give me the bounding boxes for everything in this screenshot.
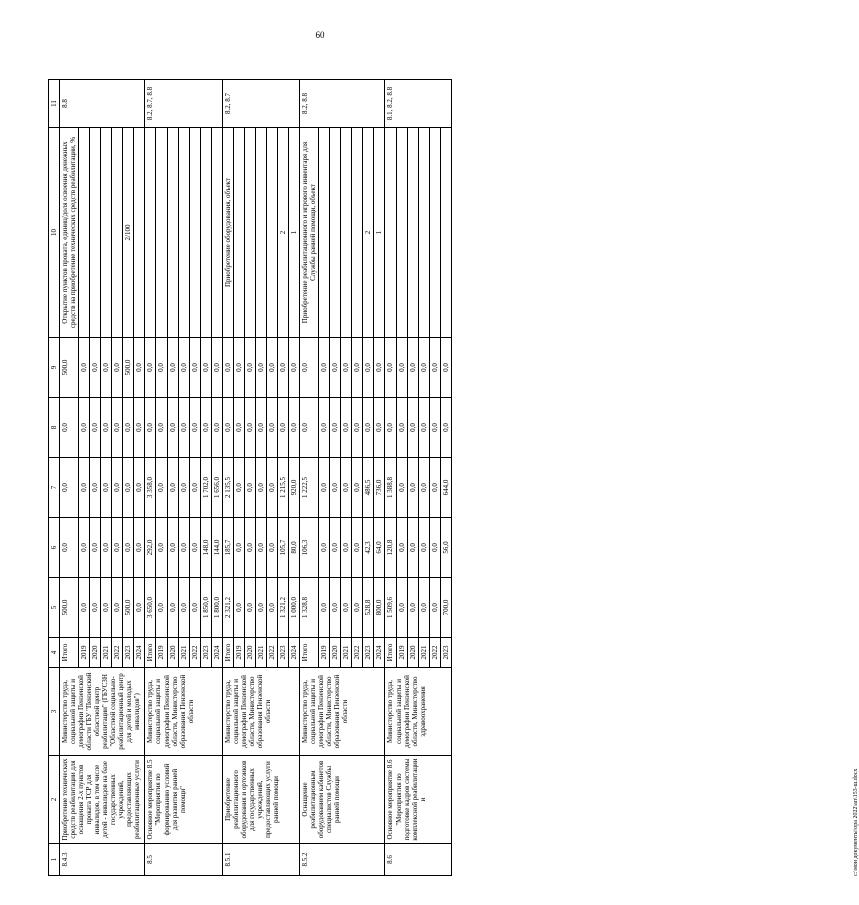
indicator-value [178,128,189,338]
amount-cell: 0,0 [407,458,418,518]
amount-cell: 0,0 [396,578,407,638]
indicator-value [189,128,200,338]
amount-cell: 0,0 [79,398,90,458]
amount-cell: 0,0 [101,518,112,578]
indicator-text: Приобретение оборудования, объект [223,177,232,288]
amount-cell: 0,0 [440,398,451,458]
amount-cell: 1 850,0 [200,578,211,638]
amount-cell: 0,0 [289,398,300,458]
amount-cell: 0,0 [167,518,178,578]
amount-cell: 0,0 [407,398,418,458]
amount-cell: 0,0 [341,338,352,398]
executor: Министерство труда, социальной защиты и демографии Пензенской области, Министерство образования Пензенской области [145,668,222,756]
amount-cell: 0,0 [200,398,211,458]
amount-cell: 0,0 [440,338,451,398]
amount-cell: 3 650,0 [145,578,156,638]
row-number: 8.5.1 [222,844,299,876]
amount-cell: 1 388,8 [385,458,396,518]
column-header: 9 [49,338,60,398]
amount-cell: 0,0 [374,398,385,458]
amount-cell: 0,0 [233,338,244,398]
table-row [222,80,233,876]
measure-name: Приобретение реабилитационного оборудования и ортезиков для государственных учреждений, предоставляющих услуги ранней помощи [222,756,299,844]
amount-cell: 0,0 [233,398,244,458]
year-cell: 2020 [330,638,341,668]
amount-cell: 0,0 [244,518,255,578]
amount-cell: 0,0 [200,338,211,398]
amount-cell: 486,5 [363,458,374,518]
amount-cell: 0,0 [255,398,266,458]
amount-cell: 0,0 [407,578,418,638]
year-cell: 2022 [352,638,363,668]
amount-cell: 144,0 [211,518,222,578]
amount-cell: 0,0 [341,578,352,638]
amount-cell: 0,0 [418,458,429,518]
amount-cell: 0,0 [233,578,244,638]
amount-cell: 105,7 [277,518,288,578]
year-cell: 2024 [134,638,145,668]
amount-cell: 0,0 [90,458,101,518]
amount-cell: 0,0 [374,338,385,398]
amount-cell: 0,0 [222,398,233,458]
amount-cell: 0,0 [418,398,429,458]
amount-cell: 0,0 [101,398,112,458]
indicator-value [112,128,123,338]
amount-cell: 0,0 [156,338,167,398]
column-header: 11 [49,80,60,128]
measure-name: Оснащение реабилитационным оборудованием кабинетов специалистов Службы ранней помощи [300,756,385,844]
year-cell: 2023 [277,638,288,668]
indicator-value [330,128,341,338]
amount-cell: 0,0 [123,518,134,578]
amount-cell: 0,0 [90,338,101,398]
year-cell: 2021 [101,638,112,668]
amount-cell: 1 656,0 [211,458,222,518]
amount-cell: 106,3 [300,518,319,578]
indicator-value [79,128,90,338]
amount-cell: 700,0 [440,578,451,638]
amount-cell: 0,0 [211,398,222,458]
year-cell: 2020 [167,638,178,668]
indicator-value: 1 [374,128,385,338]
indicator-value [156,128,167,338]
amount-cell: 2 321,2 [222,578,233,638]
indicator-value [396,128,407,338]
amount-cell: 0,0 [429,398,440,458]
amount-cell: 0,0 [319,338,330,398]
year-cell: 2019 [233,638,244,668]
amount-cell: 0,0 [244,578,255,638]
indicator-value [407,128,418,338]
year-cell: Итого [222,638,233,668]
row-number: 8.5 [145,844,222,876]
amount-cell: 0,0 [189,518,200,578]
year-cell: 2022 [266,638,277,668]
indicator-cell [60,128,79,338]
measure-name: Основное мероприятие 8.5 "Мероприятия по формированию условий для развития ранней помощи" [145,756,222,844]
amount-cell: 0,0 [79,518,90,578]
amount-cell: 0,0 [396,338,407,398]
amount-cell: 0,0 [255,458,266,518]
amount-cell: 0,0 [156,458,167,518]
amount-cell: 0,0 [178,578,189,638]
amount-cell: 0,0 [134,398,145,458]
amount-cell: 0,0 [429,578,440,638]
amount-cell: 0,0 [341,398,352,458]
amount-cell: 1 215,5 [277,458,288,518]
amount-cell: 0,0 [112,338,123,398]
amount-cell: 0,0 [156,518,167,578]
executor: Министерство труда, социальной защиты и демографии Пензенской области, Министерство здравоохранения [385,668,451,756]
amount-cell: 0,0 [266,398,277,458]
amount-cell: 0,0 [418,338,429,398]
year-cell: 2020 [90,638,101,668]
amount-cell: 1 328,8 [300,578,319,638]
column-header: 7 [49,458,60,518]
amount-cell: 185,7 [222,518,233,578]
executor: Министерство труда, социальной защиты и демографии Пензенской области, Министерство образования Пензенской области [300,668,385,756]
row-number: 8.5.2 [300,844,385,876]
amount-cell: 0,0 [319,458,330,518]
amount-cell: 0,0 [233,518,244,578]
amount-cell: 0,0 [189,398,200,458]
amount-cell: 644,0 [440,458,451,518]
indicator-value [352,128,363,338]
row-number: 8.6 [385,844,451,876]
amount-cell: 920,0 [289,458,300,518]
indicator-value [101,128,112,338]
amount-cell: 0,0 [156,578,167,638]
amount-cell: 0,0 [352,458,363,518]
amount-cell: 0,0 [145,398,156,458]
indicator-value: 2 [277,128,288,338]
amount-cell: 0,0 [178,338,189,398]
amount-cell: 0,0 [341,458,352,518]
year-cell: 2024 [289,638,300,668]
amount-cell: 0,0 [90,578,101,638]
amount-cell: 148,0 [200,518,211,578]
amount-cell: 0,0 [300,398,319,458]
table-row [60,80,79,876]
year-cell: Итого [385,638,396,668]
table-row [145,80,156,876]
indicator-value [233,128,244,338]
amount-cell: 0,0 [211,338,222,398]
year-cell: 2020 [407,638,418,668]
amount-cell: 0,0 [255,518,266,578]
amount-cell: 0,0 [112,518,123,578]
amount-cell: 0,0 [244,338,255,398]
amount-cell: 42,3 [363,518,374,578]
indicator-cell [385,128,396,338]
amount-cell: 0,0 [396,518,407,578]
year-cell: 2020 [244,638,255,668]
amount-cell: 0,0 [385,398,396,458]
amount-cell: 0,0 [189,578,200,638]
amount-cell: 0,0 [255,338,266,398]
amount-cell: 500,0 [60,338,79,398]
year-cell: 2024 [211,638,222,668]
year-cell: 2024 [374,638,385,668]
column-header: 6 [49,518,60,578]
amount-cell: 64,0 [374,518,385,578]
amount-cell: 1 222,5 [300,458,319,518]
reference-cell: 8.1, 8.2, 8.8 [385,80,451,128]
amount-cell: 0,0 [429,338,440,398]
amount-cell: 1 800,0 [211,578,222,638]
year-cell: 2023 [440,638,451,668]
amount-cell: 500,0 [60,578,79,638]
year-cell: 2023 [123,638,134,668]
amount-cell: 292,0 [145,518,156,578]
rotated-table-area [50,86,859,876]
amount-cell: 0,0 [330,338,341,398]
amount-cell: 0,0 [145,338,156,398]
amount-cell: 0,0 [134,578,145,638]
indicator-cell [300,128,319,338]
amount-cell: 800,0 [374,578,385,638]
amount-cell: 0,0 [319,398,330,458]
amount-cell: 0,0 [407,338,418,398]
indicator-value [319,128,330,338]
page-number: 60 [315,30,325,40]
row-number: 8.4.3 [60,844,145,876]
amount-cell: 120,8 [385,518,396,578]
indicator-text: Приобретение реабилитационного и игрового инвентаря для Службы ранней помощи, объект [301,141,318,324]
amount-cell: 0,0 [60,458,79,518]
year-cell: 2019 [156,638,167,668]
amount-cell: 500,0 [123,338,134,398]
column-header: 10 [49,128,60,338]
amount-cell: 0,0 [79,458,90,518]
amount-cell: 0,0 [167,398,178,458]
program-table [48,79,452,876]
amount-cell: 0,0 [277,398,288,458]
indicator-value: 1 [289,128,300,338]
indicator-value [418,128,429,338]
amount-cell: 1 509,6 [385,578,396,638]
executor: Министерство труда, социальной защиты и демографии Пензенской области, Министерство образования Пензенской области [222,668,299,756]
amount-cell: 0,0 [363,398,374,458]
amount-cell: 0,0 [90,398,101,458]
indicator-value [134,128,145,338]
column-header: 4 [49,638,60,668]
amount-cell: 500,0 [123,578,134,638]
amount-cell: 0,0 [101,578,112,638]
amount-cell: 0,0 [289,338,300,398]
indicator-text: Открытие пунктов проката, единиц/доля освоения денежных средств на приобретение технических средств реабилитации, % [61,136,78,329]
amount-cell: 0,0 [167,578,178,638]
amount-cell: 56,0 [440,518,451,578]
column-header: 5 [49,578,60,638]
table-row [300,80,319,876]
amount-cell: 0,0 [123,398,134,458]
amount-cell: 0,0 [300,338,319,398]
amount-cell: 0,0 [429,518,440,578]
amount-cell: 0,0 [79,338,90,398]
reference-cell: 8.2, 8.7 [222,80,299,128]
amount-cell: 0,0 [101,458,112,518]
indicator-value: 2 [363,128,374,338]
amount-cell: 80,0 [289,518,300,578]
amount-cell: 0,0 [277,338,288,398]
amount-cell: 0,0 [244,458,255,518]
indicator-value [341,128,352,338]
amount-cell: 2 135,5 [222,458,233,518]
amount-cell: 0,0 [101,338,112,398]
amount-cell: 3 358,0 [145,458,156,518]
year-cell: Итого [300,638,319,668]
reference-cell: 8.2, 8.7, 8.8 [145,80,222,128]
amount-cell: 0,0 [255,578,266,638]
measure-name: Приобретение технических средств реабилитации для оснащения 2-х пунктов проката ТСР для инвалидов, в том числе детей - инвалидов на базе государственных учреждений, предоставляющих реабилитационные услуги [60,756,145,844]
year-cell: Итого [60,638,79,668]
amount-cell: 0,0 [341,518,352,578]
amount-cell: 0,0 [60,518,79,578]
year-cell: 2023 [200,638,211,668]
amount-cell: 0,0 [418,518,429,578]
year-cell: 2019 [79,638,90,668]
indicator-value [266,128,277,338]
year-cell: 2021 [341,638,352,668]
measure-name: Основное мероприятие 8.6 "Мероприятия по подготовке кадров системы комплексной реабилитации и [385,756,451,844]
column-header: 8 [49,398,60,458]
amount-cell: 0,0 [407,518,418,578]
rotated-page [48,80,859,876]
indicator-cell [222,128,233,338]
amount-cell: 1 000,0 [289,578,300,638]
indicator-value [255,128,266,338]
year-cell: 2022 [112,638,123,668]
amount-cell: 0,0 [112,578,123,638]
amount-cell: 0,0 [266,338,277,398]
amount-cell: 0,0 [60,398,79,458]
amount-cell: 0,0 [167,338,178,398]
amount-cell: 0,0 [178,458,189,518]
amount-cell: 0,0 [167,458,178,518]
year-cell: Итого [145,638,156,668]
amount-cell: 0,0 [330,398,341,458]
amount-cell: 0,0 [112,398,123,458]
amount-cell: 0,0 [189,338,200,398]
indicator-value [429,128,440,338]
indicator-value [211,128,222,338]
amount-cell: 0,0 [352,338,363,398]
amount-cell: 0,0 [266,578,277,638]
amount-cell: 0,0 [79,578,90,638]
indicator-value [200,128,211,338]
amount-cell: 0,0 [319,578,330,638]
indicator-value: 2/100 [123,128,134,338]
indicator-value [90,128,101,338]
amount-cell: 0,0 [156,398,167,458]
amount-cell: 1 702,0 [200,458,211,518]
table-body [60,80,452,876]
amount-cell: 0,0 [429,458,440,518]
amount-cell: 0,0 [178,398,189,458]
amount-cell: 0,0 [396,458,407,518]
table-row [385,80,396,876]
reference-cell: 8.2, 8.8 [300,80,385,128]
amount-cell: 0,0 [396,398,407,458]
amount-cell: 0,0 [352,398,363,458]
year-cell: 2019 [396,638,407,668]
year-cell: 2022 [189,638,200,668]
amount-cell: 0,0 [330,578,341,638]
reference-cell: 8.8 [60,80,145,128]
year-cell: 2021 [178,638,189,668]
amount-cell: 0,0 [330,458,341,518]
column-header: 3 [49,668,60,756]
amount-cell: 0,0 [352,578,363,638]
amount-cell: 0,0 [134,458,145,518]
amount-cell: 0,0 [418,578,429,638]
amount-cell: 0,0 [385,338,396,398]
amount-cell: 0,0 [222,338,233,398]
column-header: 2 [49,756,60,844]
amount-cell: 736,0 [374,458,385,518]
header-row [49,80,60,876]
amount-cell: 0,0 [112,458,123,518]
indicator-value [440,128,451,338]
amount-cell: 0,0 [233,458,244,518]
amount-cell: 0,0 [266,518,277,578]
year-cell: 2021 [418,638,429,668]
indicator-cell [145,128,156,338]
amount-cell: 0,0 [352,518,363,578]
indicator-value [244,128,255,338]
year-cell: 2019 [319,638,330,668]
amount-cell: 0,0 [90,518,101,578]
amount-cell: 0,0 [134,338,145,398]
amount-cell: 0,0 [123,458,134,518]
amount-cell: 0,0 [134,518,145,578]
footer-path: c:\мои документы\ора 2022\ап\153-ш.docx [853,768,859,876]
indicator-value [167,128,178,338]
year-cell: 2021 [255,638,266,668]
amount-cell: 0,0 [319,518,330,578]
amount-cell: 0,0 [330,518,341,578]
executor: Министерство труда, социальной защиты и демографии Пензенской области ГБУ "Пензенский областной центр реабилитации" (ГБУСЗН "Областной социально-реабилитационный центр для детей и молодых инвалидов") [60,668,145,756]
amount-cell: 0,0 [178,518,189,578]
amount-cell: 0,0 [244,398,255,458]
amount-cell: 0,0 [266,458,277,518]
year-cell: 2022 [429,638,440,668]
amount-cell: 0,0 [189,458,200,518]
amount-cell: 0,0 [363,338,374,398]
year-cell: 2023 [363,638,374,668]
amount-cell: 1 321,2 [277,578,288,638]
column-header: 1 [49,844,60,876]
amount-cell: 528,8 [363,578,374,638]
